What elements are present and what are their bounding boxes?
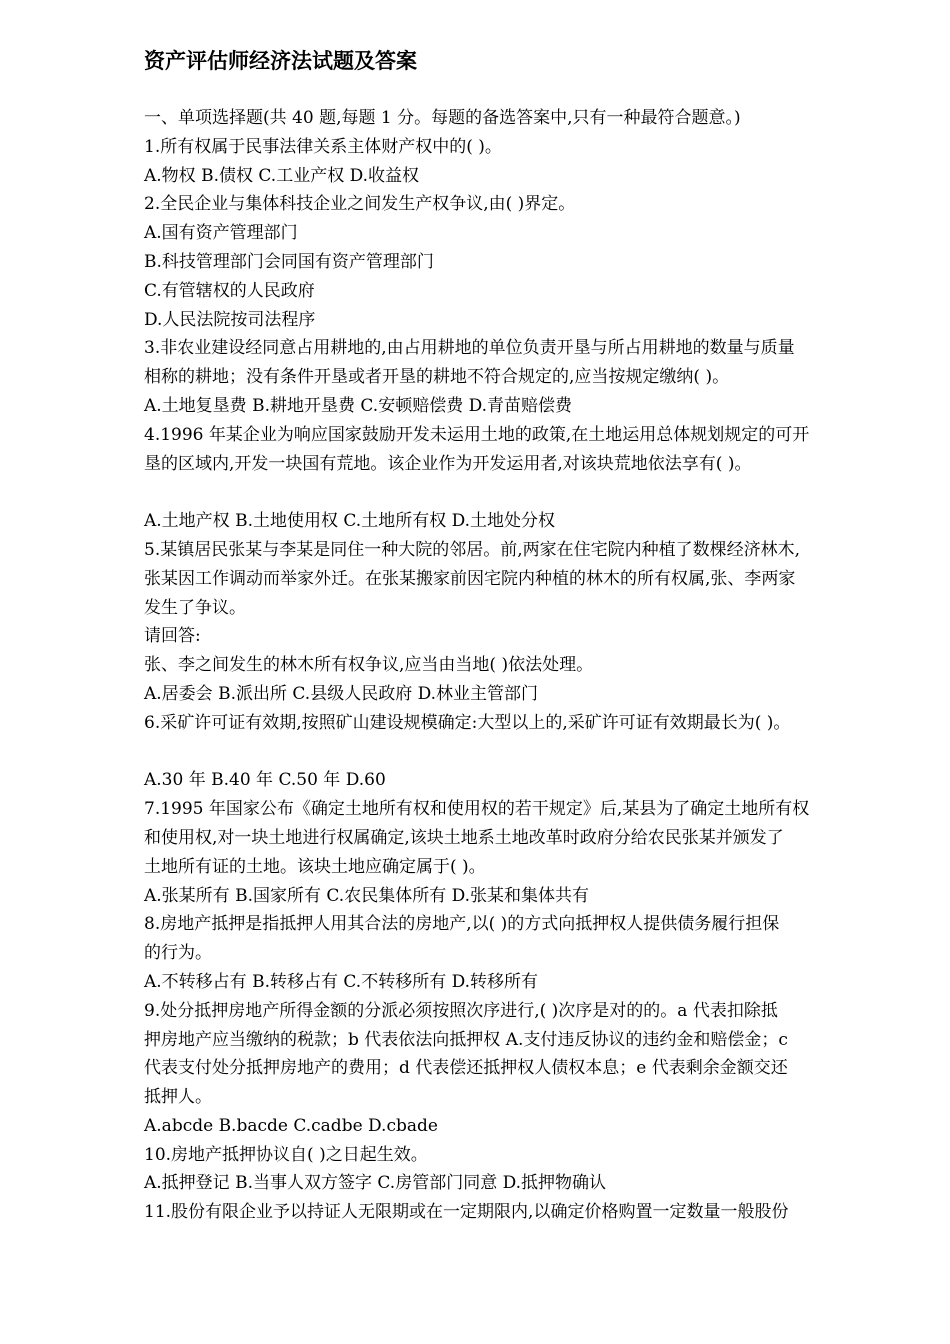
text-line: A.不转移占有 B.转移占有 C.不转移所有 D.转移所有: [144, 971, 539, 992]
text-line: A.居委会 B.派出所 C.县级人民政府 D.林业主管部门: [144, 683, 539, 704]
text-line: 相称的耕地；没有条件开垦或者开垦的耕地不符合规定的,应当按规定缴纳( )。: [144, 367, 730, 388]
text-line: 11.股份有限企业予以持证人无限期或在一定期限内,以确定价格购置一定数量一般股份: [144, 1202, 789, 1223]
text-line: 和使用权,对一块土地进行权属确定,该块土地系土地改革时政府分给农民张某并颁发了: [144, 827, 784, 848]
text-line: 张某因工作调动而举家外迁。在张某搬家前因宅院内种植的林木的所有权属,张、李两家: [144, 568, 796, 589]
text-line: 4.1996 年某企业为响应国家鼓励开发未运用土地的政策,在土地运用总体规划规定的可开: [144, 424, 810, 445]
text-line: 押房地产应当缴纳的税款；b 代表依法向抵押权 A.支付违反协议的违约金和赔偿金；c: [144, 1029, 788, 1050]
text-line: D.人民法院按司法程序: [144, 309, 316, 330]
text-line: 发生了争议。: [144, 597, 246, 618]
text-line: 一、单项选择题(共 40 题,每题 1 分。每题的备选答案中,只有一种最符合题意。): [144, 108, 741, 128]
blank-line: [144, 478, 880, 507]
text-line: 土地所有证的土地。该块土地应确定属于( )。: [144, 856, 486, 877]
text-line: A.张某所有 B.国家所有 C.农民集体所有 D.张某和集体共有: [144, 885, 590, 906]
text-line: 6.采矿许可证有效期,按照矿山建设规模确定:大型以上的,采矿许可证有效期最长为( )。: [144, 712, 791, 733]
text-line: 1.所有权属于民事法律关系主体财产权中的( )。: [144, 136, 502, 157]
text-line: A.物权 B.债权 C.工业产权 D.收益权: [144, 165, 420, 186]
text-line: B.科技管理部门会同国有资产管理部门: [144, 251, 434, 272]
text-line: A.土地产权 B.土地使用权 C.土地所有权 D.土地处分权: [144, 511, 556, 532]
text-line: A.国有资产管理部门: [144, 223, 298, 244]
text-line: 9.处分抵押房地产所得金额的分派必须按照次序进行,( )次序是对的的。a 代表扣除抵: [144, 1000, 778, 1021]
text-line: 2.全民企业与集体科技企业之间发生产权争议,由( )界定。: [144, 194, 576, 215]
text-line: 的行为。: [144, 943, 212, 964]
text-line: 8.房地产抵押是指抵押人用其合法的房地产,以( )的方式向抵押权人提供债务履行担保: [144, 914, 780, 935]
text-line: A.abcde B.bacde C.cadbe D.cbade: [144, 1115, 438, 1136]
text-line: 3.非农业建设经同意占用耕地的,由占用耕地的单位负责开垦与所占用耕地的数量与质量: [144, 338, 795, 359]
blank-line: [144, 738, 880, 767]
text-line: 垦的区域内,开发一块国有荒地。该企业作为开发运用者,对该块荒地依法享有( )。: [144, 453, 752, 474]
document-title: 资产评估师经济法试题及答案: [144, 49, 417, 73]
text-line: 代表支付处分抵押房地产的费用；d 代表偿还抵押权人债权本息；e 代表剩余金额交还: [144, 1058, 788, 1079]
text-line: 张、李之间发生的林木所有权争议,应当由当地( )依法处理。: [144, 655, 594, 676]
text-line: 抵押人。: [144, 1087, 212, 1108]
document-body: [144, 104, 880, 1227]
text-line: C.有管辖权的人民政府: [144, 280, 315, 301]
text-line: 10.房地产抵押协议自( )之日起生效。: [144, 1144, 428, 1165]
text-line: A.土地复垦费 B.耕地开垦费 C.安顿赔偿费 D.青苗赔偿费: [144, 395, 573, 416]
text-line: 请回答:: [144, 626, 201, 647]
text-line: A.30 年 B.40 年 C.50 年 D.60: [144, 770, 386, 791]
text-line: 7.1995 年国家公布《确定土地所有权和使用权的若干规定》后,某县为了确定土地所有权: [144, 799, 810, 820]
text-line: A.抵押登记 B.当事人双方签字 C.房管部门同意 D.抵押物确认: [144, 1173, 607, 1194]
text-line: 5.某镇居民张某与李某是同住一种大院的邻居。前,两家在住宅院内种植了数棵经济林木,: [144, 539, 801, 560]
